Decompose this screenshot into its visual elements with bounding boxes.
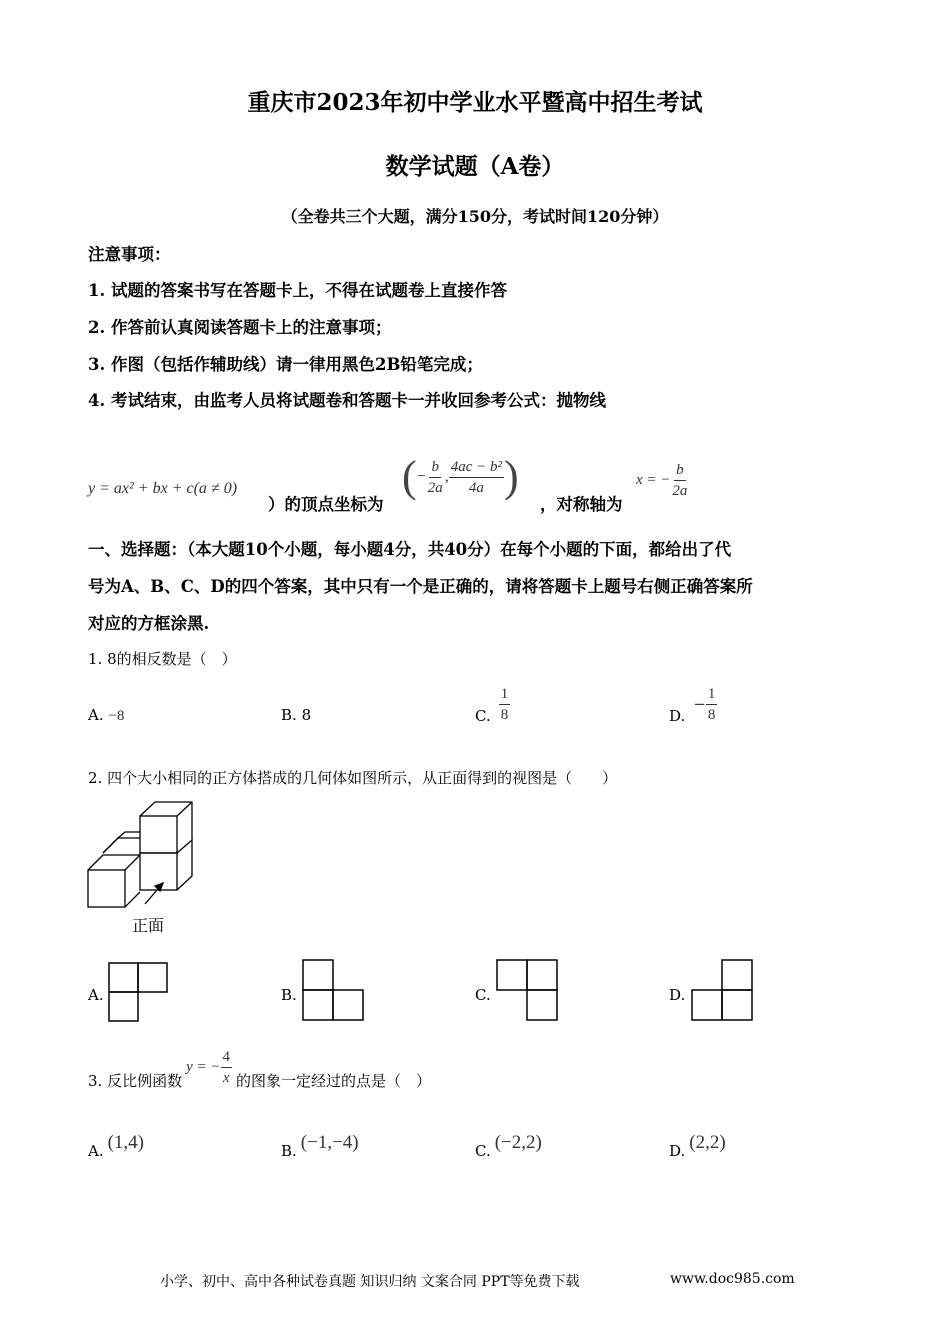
q3-option-c[interactable]: C. (−2,2) bbox=[475, 1132, 542, 1160]
vertex-x-den: 2a bbox=[427, 479, 443, 496]
notice-item: 4. 考试结束，由监考人员将试题卷和答题卡一并收回参考公式：抛物线 bbox=[88, 391, 606, 410]
q3-option-d[interactable]: D. (2,2) bbox=[669, 1132, 726, 1160]
q2-option-c-label[interactable]: C. bbox=[475, 986, 491, 1004]
axis-text: ，对称轴为 bbox=[540, 495, 623, 514]
question-3-stem: 3. 反比例函数 y = − $\frac{4}{x}$ 的图象一定经过的点是（ ） bbox=[88, 1049, 432, 1090]
figure-label: 正面 bbox=[132, 916, 165, 935]
q1-option-d[interactable]: D. − $\frac{1}{8}$ bbox=[669, 685, 716, 725]
q2-option-d-label[interactable]: D. bbox=[669, 986, 686, 1004]
q2-option-b-label[interactable]: B. bbox=[281, 986, 297, 1004]
q2-option-a-label[interactable]: A. bbox=[88, 986, 104, 1004]
page-subtitle: 数学试题（A卷） bbox=[385, 153, 565, 180]
q3-option-a[interactable]: A. (1,4) bbox=[88, 1132, 145, 1160]
q1-option-a[interactable]: A. −8 bbox=[88, 706, 125, 724]
q1-option-c[interactable]: C. $\frac{1}{8}$ bbox=[475, 685, 509, 725]
notice-heading: 注意事项： bbox=[88, 245, 171, 264]
footer-text: 小学、初中、高中各种试卷真题 知识归纳 文案合同 PPT等免费下载 bbox=[160, 1274, 580, 1290]
q2-option-a-figure[interactable] bbox=[108, 962, 168, 1022]
section-heading-line: 对应的方框涂黑. bbox=[88, 614, 210, 633]
notice-item: 1. 试题的答案书写在答题卡上，不得在试题卷上直接作答 bbox=[88, 281, 507, 300]
section-heading-line: 一、选择题：（本大题10个小题，每小题4分，共40分）在每个小题的下面，都给出了代 bbox=[88, 540, 732, 559]
q2-option-c-figure[interactable] bbox=[496, 959, 558, 1021]
q1-option-b[interactable]: B. 8 bbox=[281, 706, 312, 724]
section-heading-line: 号为A、B、C、D的四个答案，其中只有一个是正确的，请将答题卡上题号右侧正确答案所 bbox=[88, 577, 753, 596]
parabola-formula: y = ax² + bx + c(a ≠ 0) bbox=[88, 480, 238, 497]
q2-option-d-figure[interactable] bbox=[690, 959, 754, 1021]
exam-note: （全卷共三个大题，满分150分，考试时间120分钟） bbox=[281, 207, 669, 226]
vertex-y-num: 4ac − b² bbox=[449, 457, 504, 478]
page-title: 重庆市2023年初中学业水平暨高中招生考试 bbox=[247, 89, 703, 116]
footer-url[interactable]: www.doc985.com bbox=[670, 1271, 795, 1287]
q3-option-b[interactable]: B. (−1,−4) bbox=[281, 1132, 359, 1160]
vertex-y-den: 4a bbox=[468, 479, 484, 496]
notice-item: 3. 作图（包括作辅助线）请一律用黑色2B铅笔完成； bbox=[88, 355, 483, 374]
vertex-formula: ( − $\frac{b}{2a}$ , $\frac{\text{4ac − b²}}{4a}$ ) bbox=[402, 452, 519, 501]
notice-item: 2. 作答前认真阅读答题卡上的注意事项； bbox=[88, 318, 392, 337]
cube-figure bbox=[85, 800, 195, 910]
axis-formula: x = − $\frac{b}{2a}$ bbox=[636, 462, 688, 499]
question-1-stem: 1. 8的相反数是（ ） bbox=[88, 650, 237, 668]
vertex-x-num: b bbox=[429, 457, 441, 478]
vertex-text: ）的顶点坐标为 bbox=[268, 495, 384, 514]
question-2-stem: 2. 四个大小相同的正方体搭成的几何体如图所示，从正面得到的视图是（ ） bbox=[88, 769, 618, 787]
q2-option-b-figure[interactable] bbox=[302, 959, 364, 1021]
